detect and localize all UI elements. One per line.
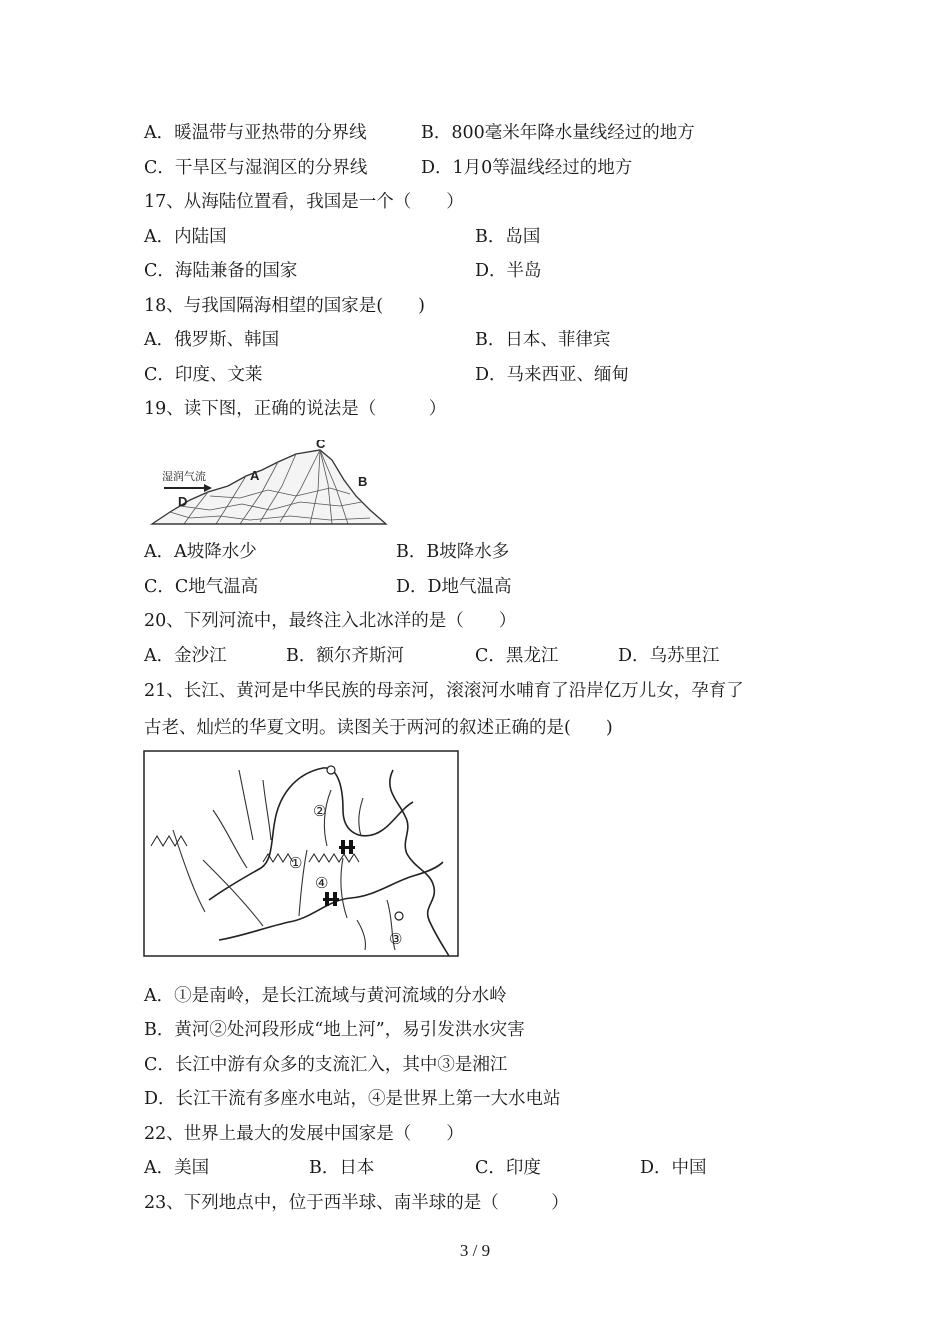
q17-option-b: B．岛国: [475, 227, 541, 247]
q20-option-a: A．金沙江: [144, 646, 227, 666]
airflow-label: 湿润气流: [162, 471, 206, 483]
page-number: 3 / 9: [459, 1241, 491, 1260]
q19-option-d: D．D地气温高: [396, 577, 512, 597]
q19-option-c: C．C地气温高: [144, 577, 259, 597]
map-label-2: ②: [313, 803, 327, 820]
q18-stem: 18、与我国隔海相望的国家是( ): [144, 296, 425, 316]
q20-option-c: C．黑龙江: [475, 646, 559, 666]
map-label-3: ③: [389, 931, 403, 948]
q22-stem: 22、世界上最大的发展中国家是（ ）: [144, 1124, 464, 1144]
q18-option-b: B．日本、菲律宾: [475, 330, 611, 350]
q18-option-c: C．印度、文莱: [144, 365, 263, 385]
q18-option-d: D．马来西亚、缅甸: [475, 365, 630, 385]
q16-option-b: B．800毫米年降水量线经过的地方: [421, 123, 695, 143]
river-map-figure: [143, 750, 459, 957]
q17-option-a: A．内陆国: [144, 227, 227, 247]
q22-option-b: B．日本: [309, 1158, 375, 1178]
q20-option-d: D．乌苏里江: [618, 646, 720, 666]
map-label-1: ①: [289, 855, 303, 872]
q17-option-d: D．半岛: [475, 261, 542, 281]
q21-stem-line2: 古老、灿烂的华夏文明。读图关于两河的叙述正确的是( ): [144, 718, 613, 738]
q21-option-d: D．长江干流有多座水电站，④是世界上第一大水电站: [144, 1089, 561, 1109]
q16-option-a: A．暖温带与亚热带的分界线: [144, 123, 367, 143]
q19-option-a: A．A坡降水少: [144, 542, 257, 562]
point-d-label: D: [178, 494, 188, 509]
q16-option-d: D．1月0等温线经过的地方: [421, 158, 633, 178]
q19-stem: 19、读下图，正确的说法是（ ）: [144, 399, 447, 419]
q23-stem: 23、下列地点中，位于西半球、南半球的是（ ）: [144, 1193, 569, 1213]
q22-option-d: D．中国: [640, 1158, 707, 1178]
q21-option-b: B．黄河②处河段形成“地上河”，易引发洪水灾害: [144, 1020, 525, 1040]
q16-option-c: C．干旱区与湿润区的分界线: [144, 158, 368, 178]
map-label-4: ④: [315, 875, 329, 892]
q17-option-c: C．海陆兼备的国家: [144, 261, 298, 281]
q17-stem: 17、从海陆位置看，我国是一个（ ）: [144, 192, 464, 212]
q21-stem-line1: 21、长江、黄河是中华民族的母亲河，滚滚河水哺育了沿岸亿万儿女，孕育了: [144, 681, 744, 701]
point-c-label: C: [316, 440, 326, 451]
q20-stem: 20、下列河流中，最终注入北冰洋的是（ ）: [144, 611, 517, 631]
q19-option-b: B．B坡降水多: [396, 542, 510, 562]
q22-option-c: C．印度: [475, 1158, 541, 1178]
mountain-figure: [150, 440, 390, 530]
q20-option-b: B．额尔齐斯河: [286, 646, 404, 666]
q21-option-a: A．①是南岭，是长江流域与黄河流域的分水岭: [144, 986, 507, 1006]
point-b-label: B: [358, 474, 368, 489]
q18-option-a: A．俄罗斯、韩国: [144, 330, 280, 350]
q21-option-c: C．长江中游有众多的支流汇入，其中③是湘江: [144, 1055, 508, 1075]
q22-option-a: A．美国: [144, 1158, 210, 1178]
point-a-label: A: [250, 468, 260, 483]
